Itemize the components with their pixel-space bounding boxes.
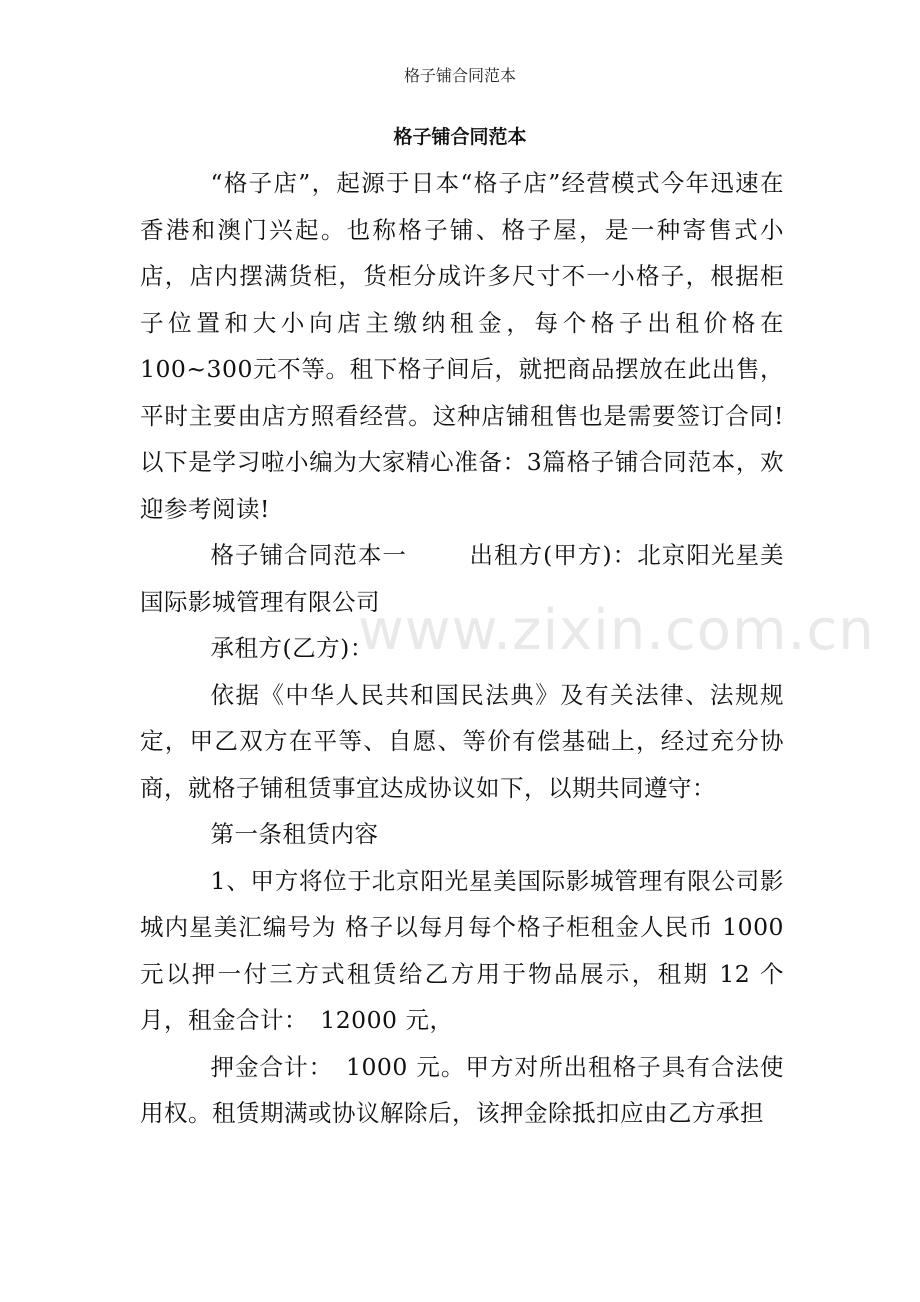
deposit-paragraph: 押金合计： 1000 元。甲方对所出租格子具有合法使用权。租赁期满或协议解除后，该押金除抵扣应由乙方承担 (140, 1052, 784, 1127)
sample-title: 格子铺合同范本一 (210, 541, 407, 569)
clause-1-paragraph: 1、甲方将位于北京阳光星美国际影城管理有限公司影城内星美汇编号为 格子以每月每个格子柜租金人民币 1000 元以押一付三方式租赁给乙方用于物品展示，租期 12 个月，租金合计： 12000 元， (140, 866, 784, 1034)
watermark-text: www.zixin.com.cn (358, 598, 875, 663)
sample-heading-paragraph (140, 532, 784, 625)
document-body (140, 160, 784, 1137)
lessor-line: 出租方(甲方)：北京阳光星美国际影城管理有限公司 (140, 541, 784, 616)
document-title: 格子铺合同范本 (393, 126, 527, 148)
running-header: 格子铺合同范本 (403, 66, 516, 85)
intro-paragraph: “格子店”，起源于日本“格子店”经营模式今年迅速在香港和澳门兴起。也称格子铺、格子屋，是一种寄售式小店，店内摆满货柜，货柜分成许多尺寸不一小格子，根据柜子位置和大小向店主缴纳租金，每个格子出租价格在100~300元不等。租下格子间后，就把商品摆放在此出售，平时主要由店方照看经营。这种店铺租售也是需要签订合同!以下是学习啦小编为大家精心准备：3篇格子铺合同范本，欢迎参考阅读! (140, 169, 784, 523)
article-heading: 第一条租赁内容 (210, 820, 379, 848)
lessee-paragraph: 承租方(乙方)： (210, 634, 374, 662)
basis-paragraph: 依据《中华人民共和国民法典》及有关法律、法规规定，甲乙双方在平等、自愿、等价有偿基础上，经过充分协商，就格子铺租赁事宜达成协议如下，以期共同遵守： (140, 680, 784, 802)
